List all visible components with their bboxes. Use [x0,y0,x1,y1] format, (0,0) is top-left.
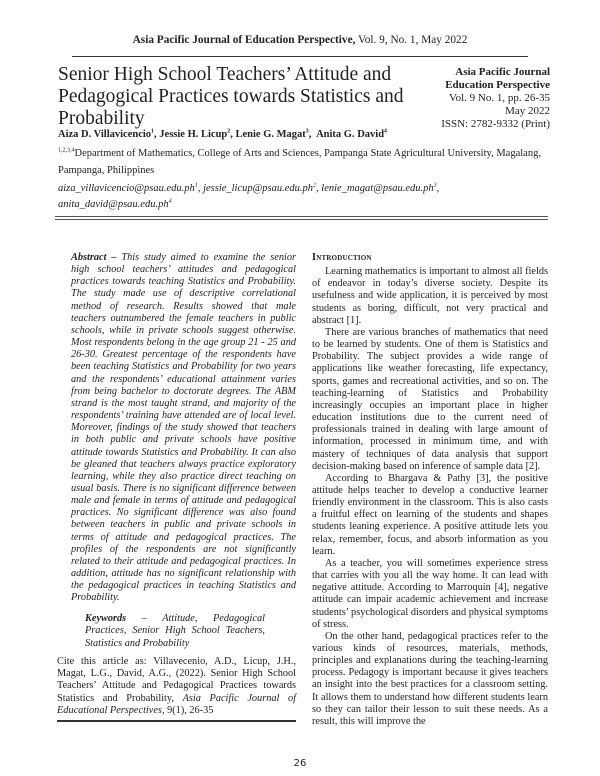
citation: Cite this article as: Villavecenio, A.D., Licup, J.H., Magat, L.G., David, A.G., (2022). Senior High School Teachers’ Attitude and Pedagogical Practices towards Statistics and Probability, Asia Pacific Journal of Educational Perspectives, 9(1), 26-35 [57,656,296,716]
section-heading: Introduction [312,252,372,263]
journal-issn: ISSN: 2782-9332 (Print) [441,118,550,130]
page-number: 26 [293,758,307,769]
author: Anita G. David$^4$ [316,128,388,140]
running-head-journal: Asia Pacific Journal of Education Perspective, [132,34,356,46]
introduction-section [312,252,548,728]
left-column [57,252,296,722]
paragraph: Learning mathematics is important to almost all fields of endeavor in today’s diverse society. Despite its usefulness and wide application, it is perceived by most students as boring, difficult, not very practical and abstract [1]. [312,266,548,326]
paper-title: Senior High School Teachers’ Attitude and Pedagogical Practices towards Statistics and Probability [58,64,404,129]
journal-volume: Vol. 9 No. 1, pp. 26-35 [449,92,550,104]
journal-name-line1: Asia Pacific Journal [455,66,550,78]
abstract-text: This study aimed to examine the senior high school teachers’ attitudes and pedagogical practices towards teaching Statistics and Probability. The study made use of descriptive correlational method of research. Results showed that male teachers outnumbered the female teachers in public schools, while in private schools suggest otherwise. Most respondents belong in the age group 21 - 25 and 26-30. Greatest percentage of the respondents have been teaching Statistics and Probability for two years and the respondents’ educational attainment varies from being bachelor to doctorate degrees. The ABM strand is the most taught strand, and majority of the respondents’ training have attended are of local level. Moreover, findings of the study showed that teachers in both public and private schools have positive attitude towards Statistics and Probability. It can also be gleaned that teachers always practice exploratory learning, while they also practice direct teaching on usual basis. There is no significant difference between male and female in terms of attitude and pedagogical practices. No significant difference was also found between teachers in public and private schools in terms of attitude and pedagogical practices. The profiles of the respondents are not significantly related to their attitude and pedagogical practices. In addition, attitude has no significant relationship with the pedagogical practices in teaching Statistics and Probability. [71,252,296,604]
author: Aiza D. Villavicencio$^1$ [58,128,155,140]
email-link[interactable]: $lenie\_magat@psau.edu.ph^3$ [321,182,437,194]
abstract-label: Abstract – [71,252,117,263]
keywords-label: Keywords [85,612,127,624]
author-list: Aiza D. Villavicencio$^1$, Jessie H. Licup$^2$, Lenie G. Magat$^3$, Anita G. David$^4$ [58,128,388,140]
section-divider [55,216,548,220]
journal-date: May 2022 [505,105,550,117]
keywords-text: – Attitude, Pedagogical Practices, Senior High School Teachers, Statistics and Probability [85,612,265,649]
author: Jessie H. Licup$^2$ [159,128,231,140]
abstract [71,252,296,605]
header-rule [72,56,528,57]
paragraph: According to Bhargava & Pathy [3], the positive attitude helps teacher to develop a conductive learner friendly environment in the classroom. This is also casts a fruitful effect on learning of the students and shapes students leaning experience. A positive attitude lets you relax, remember, focus, and absorb information as you learn. [312,472,548,557]
paragraph: There are various branches of mathematics that need to be learned by students. One of them is Statistics and Probability. The subject provides a wide range of applications like weather forecasting, life expectancy, sports, games and recreational activities, and so on. The teaching-learning of Statistics and Probability increasingly occupies an important place in higher education institutions due to the current need of professionals trained in dealing with large amount of information, processed in minimum time, and with mastery of techniques of data analysis that support decision-making based on inference of sample data [2]. [312,326,548,472]
email-link[interactable]: $aiza\_villavicencio@psau.edu.ph^1$ [58,182,198,194]
running-head [0,34,600,46]
citation-journal: Asia Pacific Journal of Educational Perspectives, [57,692,296,716]
running-head-issue: Vol. 9, No. 1, May 2022 [355,34,468,46]
author: Lenie G. Magat$^3$ [235,128,309,140]
email-link[interactable]: $anita\_david@psau.edu.ph^4$ [58,198,172,210]
email-link[interactable]: $jessie\_licup@psau.edu.ph^2$ [203,182,317,194]
affiliation: $^{1,2,3,4}$Department of Mathematics, College of Arts and Sciences, Pampanga State Agricultural University, Magalang, Pampanga, Philippines [58,147,541,176]
paragraph: As a teacher, you will sometimes experience stress that carries with you all the way home. It can lead with negative attitude. According to Marroquin [4], negative attitude can impair academic achievement and increase students’ psychological disorders and physical symptoms of stress. [312,557,548,630]
keywords [85,613,265,651]
journal-info-box [425,66,550,131]
paragraph: On the other hand, pedagogical practices refer to the various kinds of resources, materials, methods, principles and explanations during the teaching-learning process. Pedagogy is important because it gives teachers an insight into the best practices for a classroom setting. It allows them to understand how different students learn so they can tailor their lesson to suit these needs. As a result, this will improve the [312,630,548,727]
citation-rule [57,720,296,722]
journal-name-line2: Education Perspective [445,79,550,91]
author-emails: $aiza\_villavicencio@psau.edu.ph^1$, $jessie\_licup@psau.edu.ph^2$, $lenie\_magat@psau.edu.ph^3$, $anita\_david@psau.edu.ph^4$ [58,182,440,210]
